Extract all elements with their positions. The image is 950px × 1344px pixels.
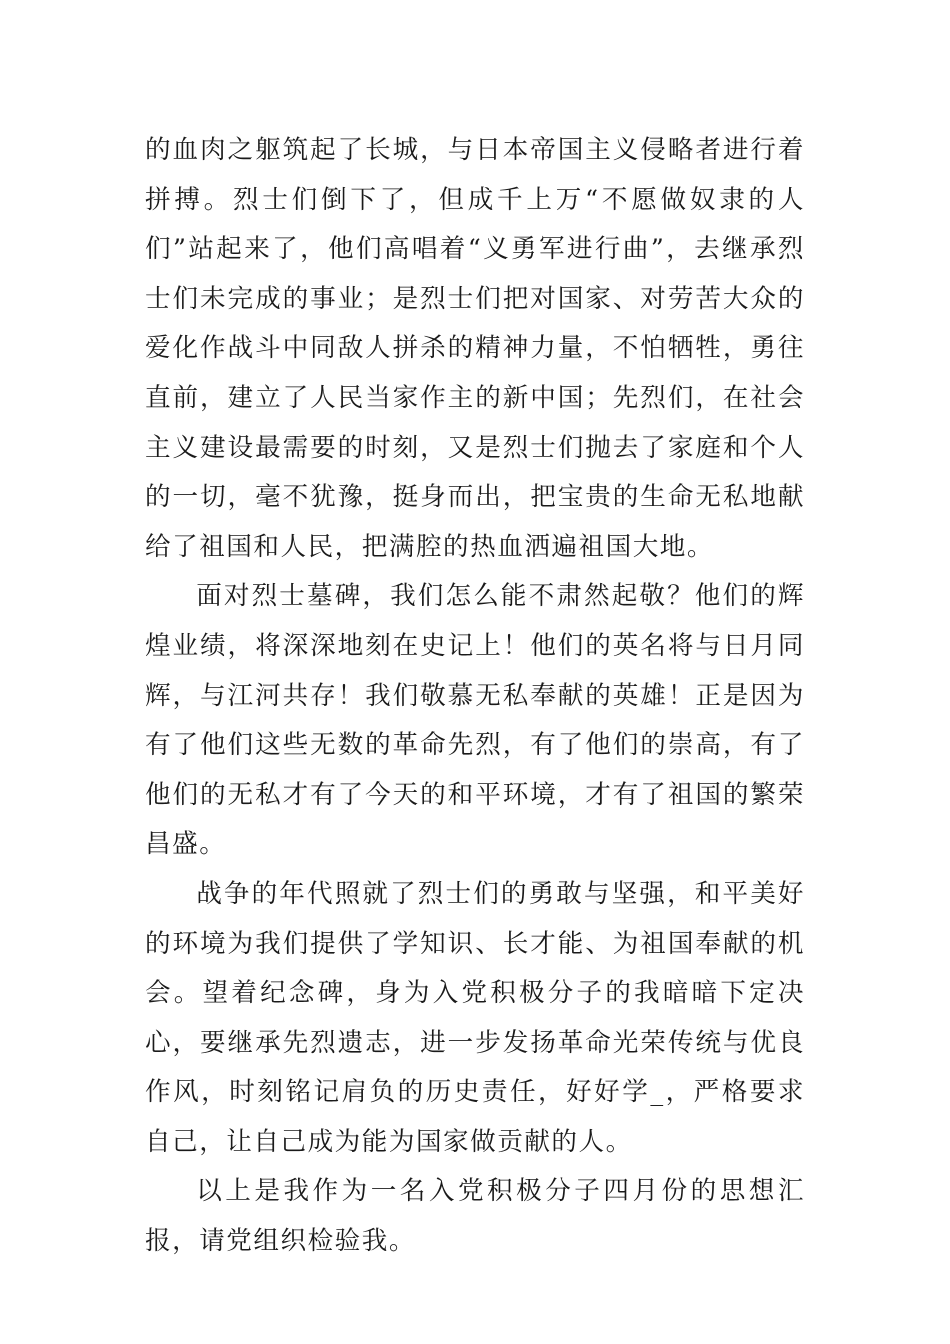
paragraph: 面对烈士墓碑，我们怎么能不肃然起敬？他们的辉煌业绩，将深深地刻在史记上！他们的英名将与日月同辉，与江河共存！我们敬慕无私奉献的英雄！正是因为有了他们这些无数的革命先烈，有了他们的崇高，有了他们的无私才有了今天的和平环境，才有了祖国的繁荣昌盛。 bbox=[145, 581, 805, 860]
paragraph: 战争的年代照就了烈士们的勇敢与坚强，和平美好的环境为我们提供了学知识、长才能、为祖国奉献的机会。望着纪念碑，身为入党积极分子的我暗暗下定决心，要继承先烈遗志，进一步发扬革命光荣传统与优良作风，时刻铭记肩负的历史责任，好好学_，严格要求自己，让自己成为能为国家做贡献的人。 bbox=[145, 878, 805, 1157]
document-body bbox=[145, 126, 805, 1267]
paragraph-closing: 以上是我作为一名入党积极分子四月份的思想汇报，请党组织检验我。 bbox=[145, 1176, 805, 1257]
paragraph-continued: 的血肉之躯筑起了长城，与日本帝国主义侵略者进行着拼搏。烈士们倒下了，但成千上万“不愿做奴隶的人们”站起来了，他们高唱着“义勇军进行曲”，去继承烈士们未完成的事业；是烈士们把对国家、对劳苦大众的爱化作战斗中同敌人拼杀的精神力量，不怕牺牲，勇往直前，建立了人民当家作主的新中国；先烈们，在社会主义建设最需要的时刻，又是烈士们抛去了家庭和个人的一切，毫不犹豫，挺身而出，把宝贵的生命无私地献给了祖国和人民，把满腔的热血洒遍祖国大地。 bbox=[145, 135, 805, 562]
